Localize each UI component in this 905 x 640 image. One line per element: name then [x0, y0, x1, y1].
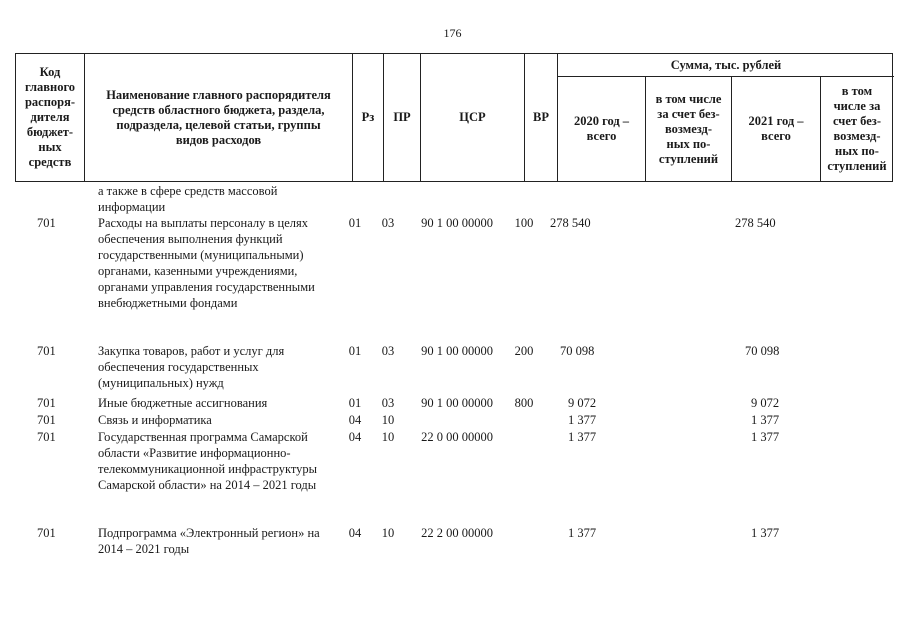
- cell-code: 701: [37, 413, 56, 427]
- header-vr: ВР: [533, 110, 549, 124]
- cell-name: Иные бюджетные ассигнования: [98, 396, 268, 410]
- table-row: [15, 395, 893, 412]
- cell-pr: 10: [381, 413, 395, 427]
- cell-pr: 03: [381, 216, 395, 230]
- table-row: [15, 183, 893, 215]
- cell-s20: 1 377: [568, 526, 597, 540]
- table-header: [15, 53, 893, 182]
- table-row: [15, 525, 893, 559]
- table-row: [15, 215, 893, 343]
- cell-name: Расходы на выплаты персоналу в целях обеспечения выполнения функций государственными (муниципальными) органами, казенными учреждениями, органами управления государственными внебюджетными фондами: [98, 216, 315, 310]
- cell-rz: 01: [348, 344, 362, 358]
- header-2020-total: 2020 год – всего: [573, 114, 630, 143]
- cell-rz: 04: [348, 430, 362, 444]
- header-name: Наименование главного распорядителя средств областного бюджета, раздела, подраздела, целевой статьи, группы видов расходов: [106, 87, 331, 147]
- table-body: [15, 183, 893, 559]
- cell-csr: 90 1 00 00000: [421, 396, 493, 410]
- cell-name: а также в сфере средств массовой информации: [98, 184, 278, 214]
- cell-name: Государственная программа Самарской области «Развитие информационно-телекоммуникационной инфраструктуры Самарской области» на 2014 – 2021 годы: [98, 430, 318, 492]
- header-pr: ПР: [393, 110, 411, 124]
- page-number: 176: [443, 26, 462, 40]
- cell-s21: 1 377: [751, 526, 780, 540]
- header-rz: Рз: [361, 110, 375, 124]
- header-sum-title: Сумма, тыс. рублей: [670, 57, 782, 72]
- cell-pr: 03: [381, 396, 395, 410]
- cell-s20: 70 098: [560, 344, 595, 358]
- table-row: [15, 429, 893, 525]
- cell-s21: 1 377: [751, 413, 780, 427]
- cell-code: 701: [37, 344, 56, 358]
- cell-name: Связь и информатика: [98, 413, 212, 427]
- cell-csr: 90 1 00 00000: [421, 216, 493, 230]
- header-2020-free: в том числе за счет без-возмезд-ных по-ступлений: [655, 91, 722, 166]
- cell-rz: 01: [348, 216, 362, 230]
- cell-name: Подпрограмма «Электронный регион» на 2014 – 2021 годы: [98, 526, 320, 556]
- cell-vr: 200: [514, 344, 534, 358]
- cell-code: 701: [37, 396, 56, 410]
- cell-s20: 9 072: [568, 396, 597, 410]
- cell-s21: 9 072: [751, 396, 780, 410]
- cell-rz: 04: [348, 526, 362, 540]
- header-csr: ЦСР: [459, 110, 486, 124]
- header-2021-total: 2021 год – всего: [748, 114, 804, 143]
- cell-rz: 04: [348, 413, 362, 427]
- cell-pr: 10: [381, 430, 395, 444]
- cell-s21: 1 377: [751, 430, 780, 444]
- cell-vr: 800: [514, 396, 534, 410]
- cell-csr: 90 1 00 00000: [421, 344, 493, 358]
- cell-pr: 03: [381, 344, 395, 358]
- header-2021-free: в том числе за счет без-возмезд-ных по-ступлений: [827, 84, 887, 173]
- cell-code: 701: [37, 430, 56, 444]
- cell-csr: 22 0 00 00000: [421, 430, 493, 444]
- cell-s20: 1 377: [568, 430, 597, 444]
- cell-name: Закупка товаров, работ и услуг для обеспечения государственных (муниципальных) нужд: [98, 344, 285, 390]
- cell-s21: 70 098: [745, 344, 780, 358]
- cell-code: 701: [37, 526, 56, 540]
- cell-code: 701: [37, 216, 56, 230]
- cell-s20: 1 377: [568, 413, 597, 427]
- cell-csr: 22 2 00 00000: [421, 526, 493, 540]
- header-code: Код главного распоря-дителя бюджет-ных средств: [24, 65, 76, 169]
- cell-s21: 278 540: [735, 216, 776, 230]
- cell-rz: 01: [348, 396, 362, 410]
- table-row: [15, 343, 893, 395]
- table-row: [15, 412, 893, 429]
- cell-pr: 10: [381, 526, 395, 540]
- cell-s20: 278 540: [550, 216, 591, 230]
- cell-vr: 100: [514, 216, 534, 230]
